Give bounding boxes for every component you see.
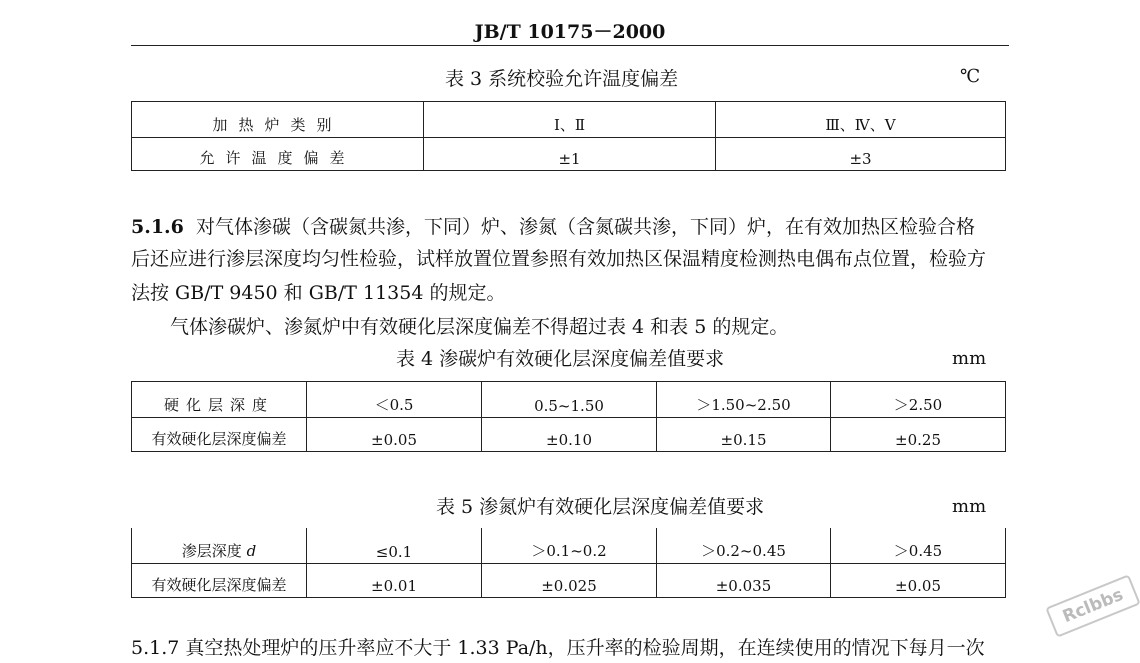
table-cell: ±0.01 [307, 563, 482, 597]
table-row [132, 563, 1006, 597]
table-cell: ±0.25 [831, 418, 1006, 452]
table-cell: 有效硬化层深度偏差 [132, 563, 307, 597]
table-row [132, 418, 1006, 452]
table-row [132, 528, 1006, 563]
table-cell: ±0.035 [657, 563, 831, 597]
table-cell: 0.5~1.50 [482, 382, 657, 418]
table-cell: ±1 [424, 138, 716, 171]
table5-caption: 表 5 渗氮炉有效硬化层深度偏差值要求 [436, 496, 765, 518]
table-cell: ±0.15 [657, 418, 831, 452]
table-cell: ＞0.1~0.2 [482, 528, 657, 563]
header-rule [131, 45, 1009, 46]
table-cell: 硬化层深度 [132, 382, 307, 418]
paragraph-5-1-7-partial: 5.1.7 真空热处理炉的压升率应不大于 1.33 Pa/h，压升率的检验周期，在连续使用的情况下每月一次 [131, 637, 985, 659]
table4-caption: 表 4 渗碳炉有效硬化层深度偏差值要求 [396, 348, 725, 370]
table-row [132, 382, 1006, 418]
table-row [132, 102, 1006, 138]
document-header-title: JB/T 10175－2000 [474, 21, 666, 43]
table-cell: 有效硬化层深度偏差 [132, 418, 307, 452]
table-cell: 渗层深度 d [132, 528, 307, 563]
table-cell: ≤0.1 [307, 528, 482, 563]
table-cell: ±0.05 [307, 418, 482, 452]
table-cell: ＜0.5 [307, 382, 482, 418]
paragraph-tolerance-statement: 气体渗碳炉、渗氮炉中有效硬化层深度偏差不得超过表 4 和表 5 的规定。 [170, 316, 789, 338]
table-cell: ＞1.50~2.50 [657, 382, 831, 418]
table3 [131, 101, 1006, 171]
table-cell: 允许温度偏差 [132, 138, 424, 171]
table-cell: ＞0.45 [831, 528, 1006, 563]
table-row [132, 138, 1006, 171]
table-cell: ±0.05 [831, 563, 1006, 597]
watermark-logo: Rclbbs [1045, 574, 1140, 637]
section-number: 5.1.6 [131, 216, 184, 238]
table5 [131, 528, 1006, 598]
table4-unit: mm [952, 348, 987, 369]
table-cell: Ⅰ、Ⅱ [424, 102, 716, 138]
paragraph-5-1-6-line2: 后还应进行渗层深度均匀性检验，试样放置位置参照有效加热区保温精度检测热电偶布点位置，检验方 [131, 248, 987, 270]
table4 [131, 381, 1006, 452]
table-cell: ＞2.50 [831, 382, 1006, 418]
table-cell: ±0.10 [482, 418, 657, 452]
table-cell: ＞0.2~0.45 [657, 528, 831, 563]
table-cell: ±3 [716, 138, 1006, 171]
paragraph-5-1-6-line3: 法按 GB/T 9450 和 GB/T 11354 的规定。 [131, 282, 506, 304]
paragraph-5-1-6-line1: 5.1.6 对气体渗碳（含碳氮共渗，下同）炉、渗氮（含氮碳共渗，下同）炉，在有效加热区检验合格 [131, 216, 975, 238]
table5-unit: mm [952, 496, 987, 517]
table3-caption: 表 3 系统校验允许温度偏差 [445, 68, 679, 90]
table-cell: 加热炉类别 [132, 102, 424, 138]
table3-unit: ℃ [960, 66, 981, 87]
table-cell: Ⅲ、Ⅳ、Ⅴ [716, 102, 1006, 138]
table-cell: ±0.025 [482, 563, 657, 597]
